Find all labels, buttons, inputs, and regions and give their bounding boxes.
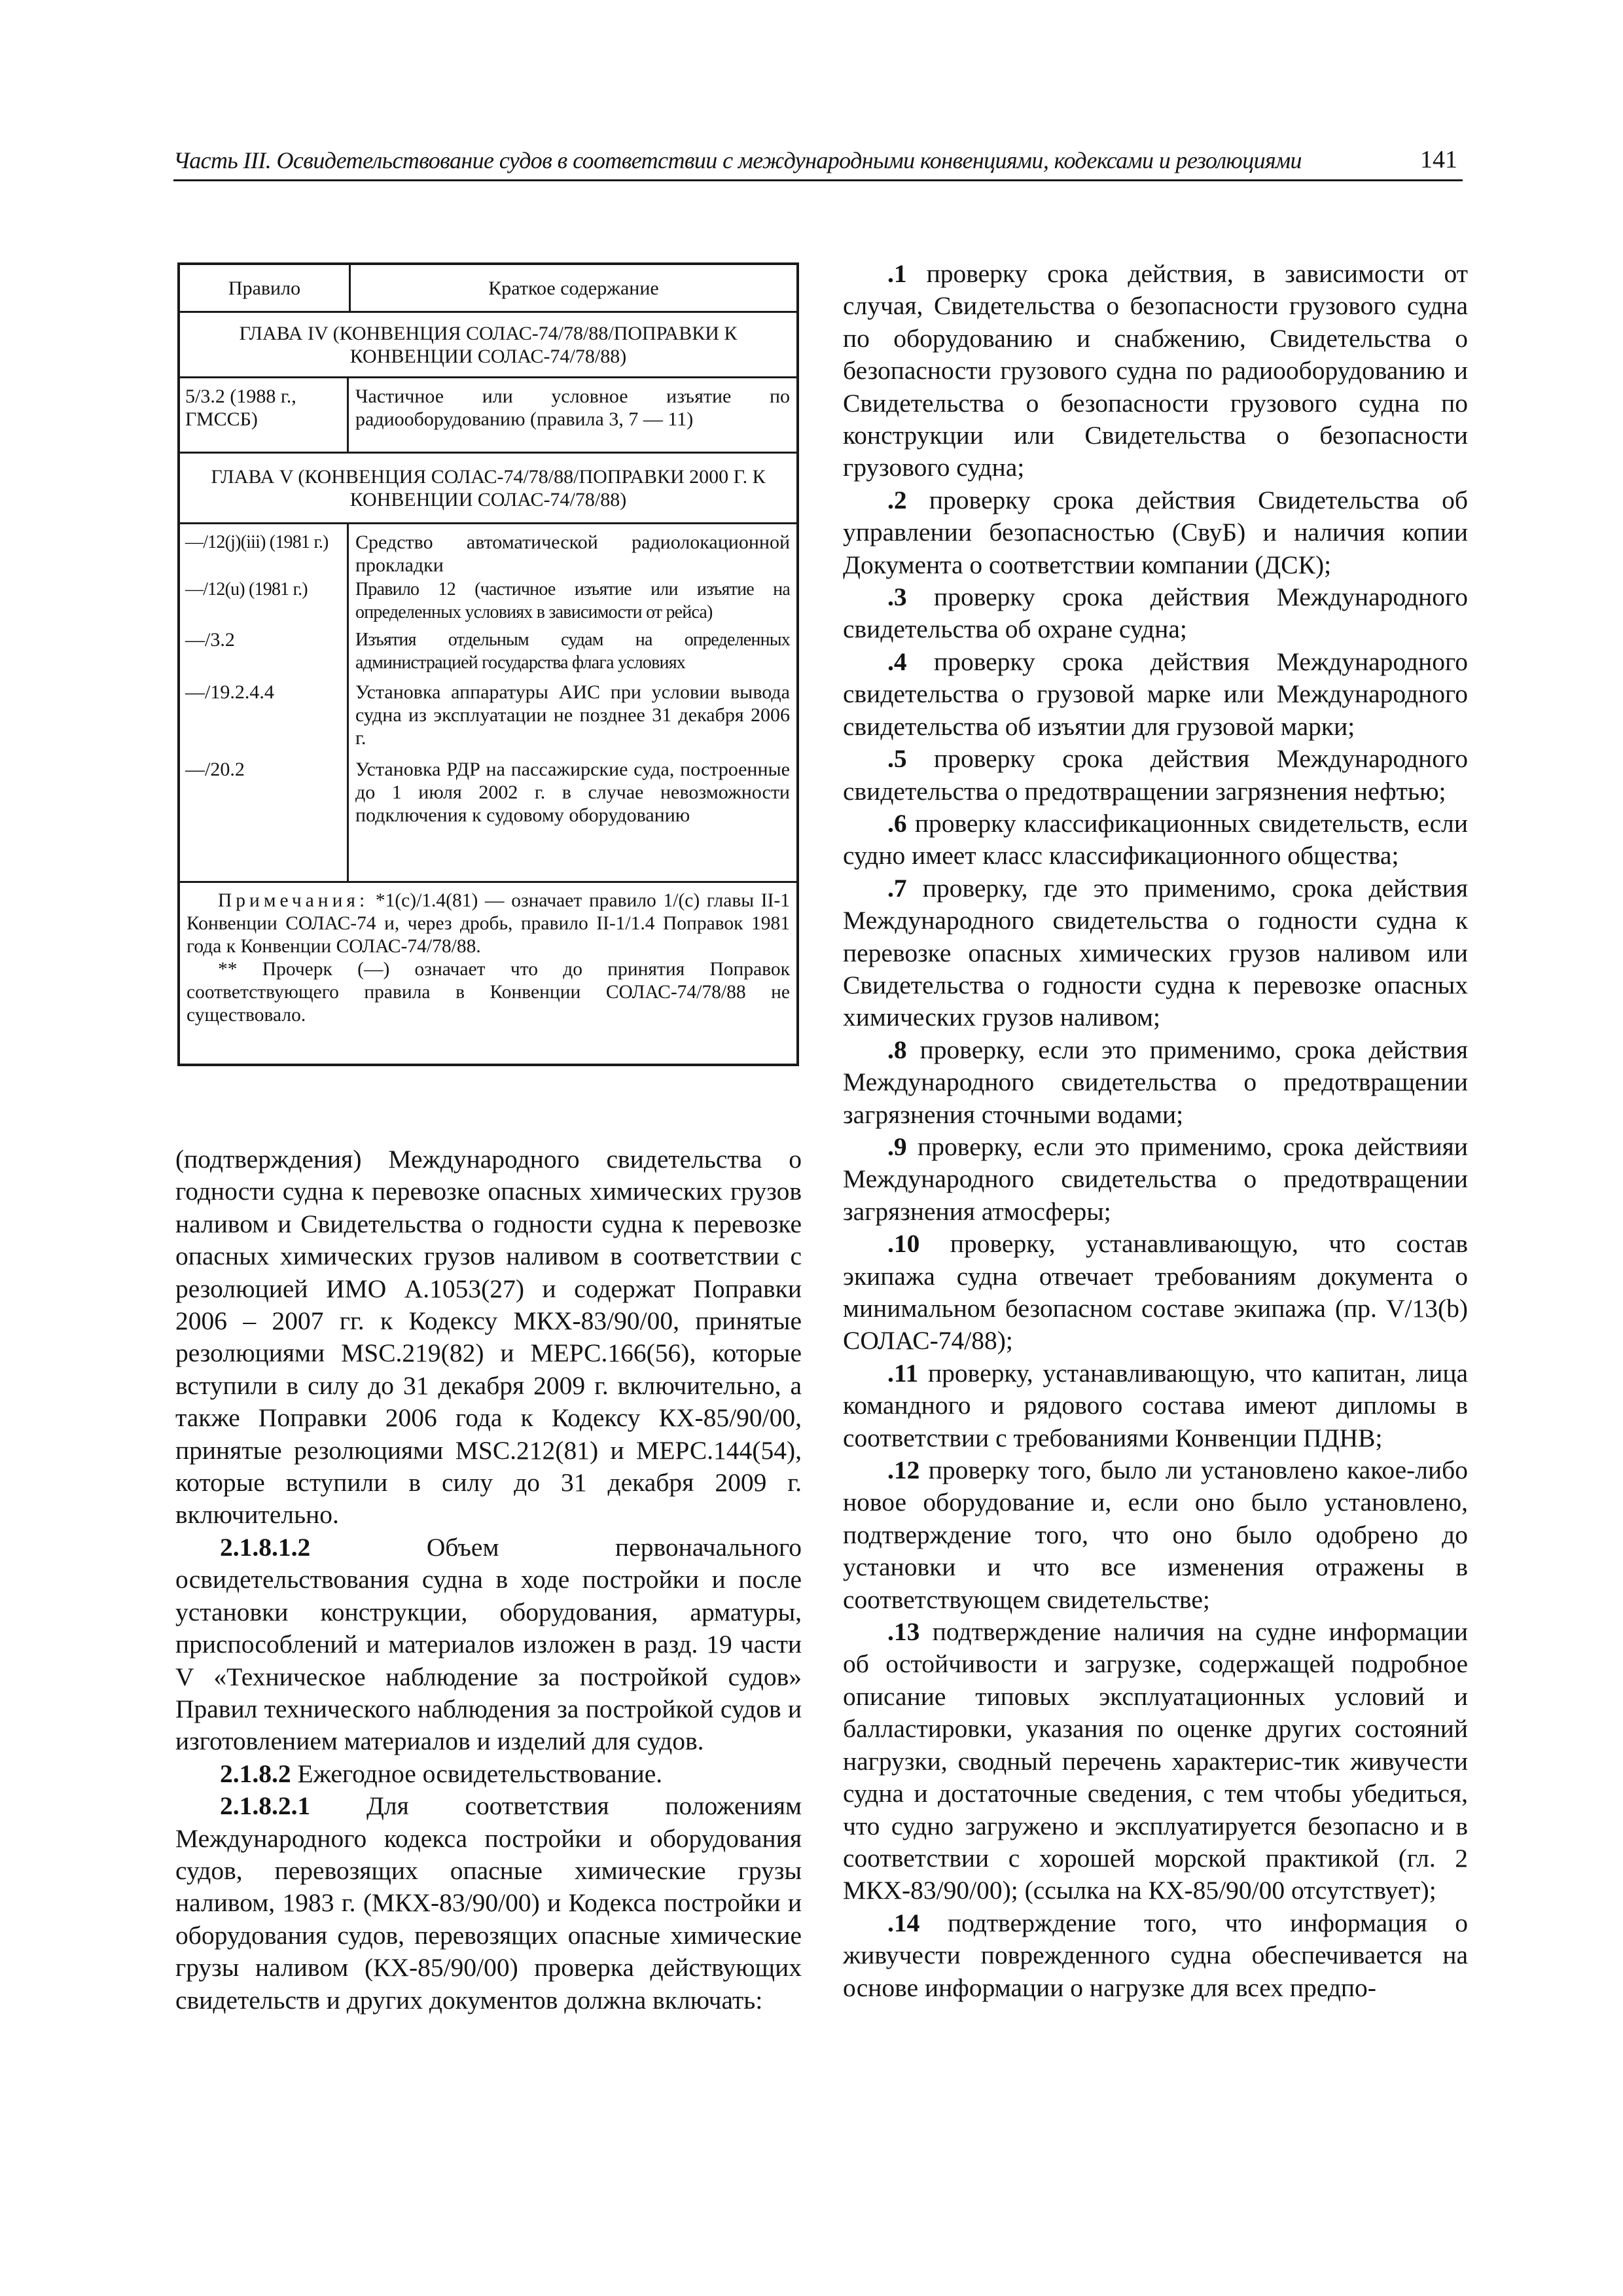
paragraph [175, 1790, 802, 2017]
rule-cell: —/12(j)(iii) (1981 г.) [185, 532, 329, 552]
list-item [843, 1131, 1468, 1228]
list-item [843, 1357, 1468, 1454]
rule-cell: —/3.2 [185, 629, 235, 651]
right-column [843, 258, 1468, 2004]
rule-cell: —/19.2.4.4 [185, 681, 274, 703]
rule-cell: 5/3.2 (1988 г., ГМССБ) [180, 378, 349, 452]
paragraph-text: Ежегодное освидетельствование. [291, 1759, 663, 1788]
running-title: Часть III. Освидетельствование судов в соответствии с международными конвенциями, кодексами и резолюциями [173, 147, 1302, 173]
summary-cell: Частичное или условное изъятие по радиооборудованию (правила 3, 7 — 11) [355, 386, 790, 430]
list-item [843, 258, 1468, 484]
item-text: проверку, устанавливающую, что капитан, лица командного и рядового состава имеют дипломы в соответствии с требованиями Конвенции ПДНВ; [843, 1358, 1468, 1452]
item-text: проверку, устанавливающую, что состав экипажа судна отвечает требованиям документа о минимальном безопасном составе экипажа (пр. V/13(b) СОЛАС-74/88); [843, 1229, 1468, 1355]
paragraph: (подтверждения) Международного свидетельства о годности судна к перевозке опасных химических грузов наливом и Свидетельства о годности судна к перевозке опасных химических грузов наливом в соответствии с резолюцией ИМО А.1053(27) и содержат Поправки 2006 – 2007 гг. к Кодексу МКХ-83/90/00, принятые резолюциями MSC.219(82) и МЕРС.166(56), которые вступили в силу до 31 декабря 2009 г. включительно, а также Поправки 2006 года к Кодексу КХ-85/90/00, принятые резолюциями MSC.212(81) и МЕРС.144(54), которые вступили в силу до 31 декабря 2009 г. включительно. [175, 1145, 802, 1530]
item-text: подтверждение наличия на судне информации об остойчивости и загрузке, содержащей подробное описание типовых эксплуатационных условий и балластировки, указания по оценке других состояний нагрузки, сводный перечень характерис-тик живучести судна и достаточные сведения, с тем чтобы убедиться, что судно загружено и эксплуатируется безопасно и в соответствии с хорошей морской практикой (гл. 2 МКХ-83/90/00); (ссылка на КХ-85/90/00 отсутствует); [843, 1617, 1468, 1905]
list-item [843, 743, 1468, 808]
item-text: проверку классификационных свидетельств, если судно имеет класс классификационного общества; [843, 808, 1468, 870]
note-1: *1(с)/1.4(81) — означает правило 1/(с) главы II-1 Конвенции СОЛАС-74 и, через дробь, правило II-1/1.4 Поправок 1981 года к Конвенции СОЛАС-74/78/88. [187, 890, 791, 957]
column-header-rule: Правило [180, 265, 351, 311]
item-number: .10 [887, 1229, 920, 1259]
summary-cell: Средство автоматической радиолокационной прокладки [355, 531, 790, 576]
item-number: .4 [887, 647, 907, 676]
item-text: проверку срока действия Международного свидетельства об охране судна; [843, 583, 1468, 644]
table-notes [180, 883, 796, 1033]
column-header-summary: Краткое содержание [488, 277, 659, 299]
section-number: 2.1.8.1.2 [220, 1532, 311, 1562]
item-number: .11 [887, 1358, 919, 1388]
paragraph [175, 1758, 802, 1790]
chapter-iv-rows [180, 378, 796, 454]
running-header [173, 145, 1463, 181]
rule-cell: —/20.2 [185, 759, 245, 780]
item-number: .9 [887, 1132, 907, 1161]
list-item [843, 1616, 1468, 1907]
paragraph-text: Для соответствия положениям Международного кодекса постройки и оборудования судов, перевозящих опасные химические грузы наливом, 1983 г. (МКХ-83/90/00) и Кодекса постройки и оборудования судов, перевозящих опасные химические грузы наливом (КХ-85/90/00) проверка действующих свидетельств и других документов должна включать: [175, 1791, 802, 2015]
item-number: .1 [887, 259, 907, 288]
item-text: проверку срока действия Международного свидетельства о предотвращении загрязнения нефтью; [843, 744, 1468, 806]
summary-cell: Правило 12 (частичное изъятие или изъятие на определенных условиях в зависимости от рейса) [355, 579, 790, 622]
list-item [843, 1454, 1468, 1616]
rule-column [180, 524, 349, 881]
left-column [175, 1143, 802, 2017]
item-text: проверку, если это применимо, срока действия Международного свидетельства о предотвращении загрязнения сточными водами; [843, 1035, 1468, 1129]
item-number: .5 [887, 744, 907, 774]
table-header-row [180, 265, 796, 313]
list-item [843, 872, 1468, 1034]
chapter-v-heading: ГЛАВА V (КОНВЕНЦИЯ СОЛАС-74/78/88/ПОПРАВКИ 2000 Г. К КОНВЕНЦИИ СОЛАС-74/78/88) [180, 454, 796, 524]
page-number: 141 [1420, 146, 1457, 173]
item-text: подтверждение того, что информация о живучести поврежденного судна обеспечивается на основе информации о нагрузке для всех предпо- [843, 1908, 1468, 2002]
item-text: проверку, где это применимо, срока действия Международного свидетельства о годности судна к перевозке опасных химических грузов наливом или Свидетельства о годности судна к перевозке опасных химических грузов наливом; [843, 873, 1468, 1032]
section-number: 2.1.8.2.1 [220, 1791, 311, 1821]
summary-column [349, 524, 796, 881]
list-item [843, 808, 1468, 872]
list-item [843, 1228, 1468, 1357]
list-item [843, 581, 1468, 646]
summary-cell: Установка аппаратуры АИС при условии вывода судна из эксплуатации не позднее 31 декабря 2006 г. [355, 681, 790, 749]
item-number: .6 [887, 808, 907, 838]
paragraph [175, 1532, 802, 1758]
item-text: проверку, если это применимо, срока действияи Международного свидетельства о предотвращении загрязнения атмосферы; [843, 1132, 1468, 1226]
notes-label: Примечания: [218, 890, 369, 911]
item-text: проверку срока действия Международного свидетельства о грузовой марке или Международного свидетельства об изъятии для грузовой марки; [843, 647, 1468, 741]
item-number: .12 [887, 1456, 920, 1485]
section-number: 2.1.8.2 [220, 1759, 291, 1788]
chapter-iv-heading: ГЛАВА IV (КОНВЕНЦИЯ СОЛАС-74/78/88/ПОПРАВКИ К КОНВЕНЦИИ СОЛАС-74/78/88) [180, 313, 796, 378]
item-text: проверку срока действия Свидетельства об управлении безопасностью (СвуБ) и наличия копии Документа о соответствии компании (ДСК); [843, 485, 1468, 579]
item-number: .8 [887, 1035, 907, 1064]
item-number: .14 [887, 1908, 920, 1937]
item-number: .3 [887, 583, 907, 612]
summary-cell: Установка РДР на пассажирские суда, построенные до 1 июля 2002 г. в случае невозможности подключения к судовому оборудованию [355, 759, 790, 826]
chapter-v-rows [180, 524, 796, 883]
list-item [843, 646, 1468, 743]
list-item [843, 1907, 1468, 2004]
item-number: .2 [887, 485, 907, 514]
list-item [843, 484, 1468, 581]
summary-cell: Изъятия отдельным судам на определенных администрацией государства флага условиях [355, 630, 790, 673]
list-item [843, 1034, 1468, 1131]
item-text: проверку того, было ли установлено какое-либо новое оборудование и, если оно было установлено, подтверждение того, что оно было одобрено до установки и что все изменения отражены в соответствующем свидетельстве; [843, 1456, 1468, 1614]
item-number: .13 [887, 1617, 920, 1647]
note-2: ** Прочерк (—) означает что до принятия Поправок соответствующего правила в Конвенции СОЛАС-74/78/88 не существовало. [187, 959, 790, 1026]
rules-table [177, 262, 799, 1066]
paragraph-text: Объем первоначального освидетельствования судна в ходе постройки и после установки конструкции, оборудования, арматуры, приспособлений и материалов изложен в разд. 19 части V «Техническое наблюдение за постройкой судов» Правил технического наблюдения за постройкой судов и изготовлением материалов и изделий для судов. [175, 1532, 802, 1756]
item-number: .7 [887, 873, 907, 903]
rule-cell: —/12(u) (1981 г.) [185, 579, 308, 600]
item-text: проверку срока действия, в зависимости от случая, Свидетельства о безопасности грузового судна по оборудованию и снабжению, Свидетельства о безопасности грузового судна по радиооборудованию и Свидетельства о безопасности грузового судна по конструкции или Свидетельства о безопасности грузового судна; [843, 259, 1468, 482]
